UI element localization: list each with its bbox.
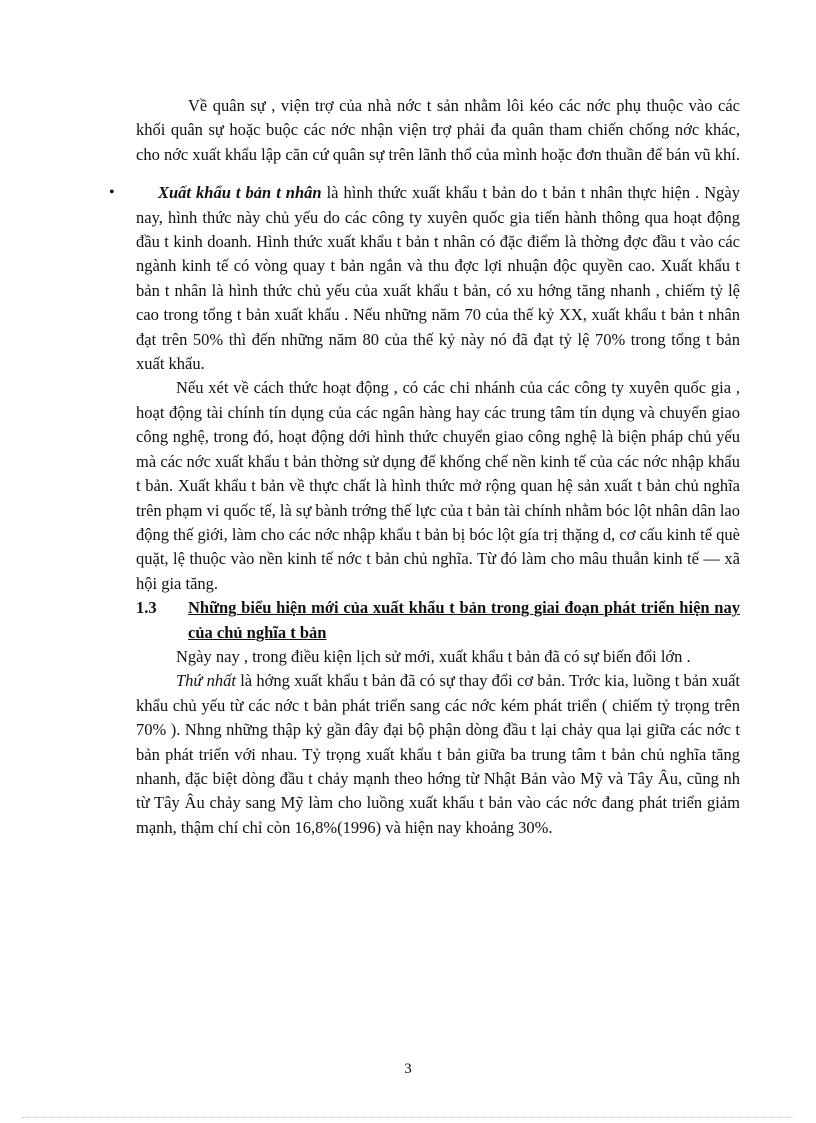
document-body: [109, 94, 741, 840]
section-title: Những biểu hiện mới của xuất khẩu t bản trong giai đoạn phát triển hiện nay của chủ nghĩa t bản: [188, 598, 740, 642]
paragraph-new-conditions: Ngày nay , trong điều kiện lịch sử mới, xuất khẩu t bản đã có sự biến đổi lớn .: [176, 646, 691, 666]
paragraph-text: là hớng xuất khẩu t bản đã có sự thay đổi cơ bản. Trớc kia, luồng t bản xuất khẩu chủ yếu từ các nớc t bản phát triển sang các nớc kém phát triển ( chiếm tỷ trọng trên 70% ). Nhng những thập kỷ gần đây đại bộ phận dòng đầu t lại chảy qua lại giữa các nớc t bản phát triển với nhau. Tỷ trọng xuất khẩu t bản giữa ba trung tâm t bản chủ nghĩa tăng nhanh, đặc biệt dòng đầu t chảy mạnh theo hớng từ Nhật Bản vào Mỹ và Tây Âu, cũng nh từ Tây Âu chảy sang Mỹ làm cho luồng xuất khẩu t bản vào các nớc đang phát triển giảm mạnh, thậm chí chỉ còn 16,8%(1996) và hiện nay khoảng 30%.: [136, 671, 741, 837]
term-private-capital-export: Xuất khẩu t bản t nhân: [158, 183, 322, 203]
page-bottom-divider: [22, 1117, 794, 1118]
paragraph-operation-methods: Nếu xét về cách thức hoạt động , có các chi nhánh của các công ty xuyên quốc gia , hoạt động tài chính tín dụng của các ngân hàng hay các trung tâm tín dụng và chuyển giao công nghệ, trong đó, hoạt động dới hình thức chuyển giao công nghệ là biện pháp chủ yếu mà các nớc xuất khẩu t bản thờng sử dụng để khống chế nền kinh tế của các nớc nhập khẩu t bản. Xuất khẩu t bản về thực chất là hình thức mở rộng quan hệ sản xuất t bản chủ nghĩa trên phạm vi quốc tế, là sự bành trớng thế lực của t bản tài chính nhằm bóc lột nhân dân lao động thế giới, làm cho các nớc nhập khẩu t bản bị bóc lột gía trị thặng d, cơ cấu kinh tế què quặt, lệ thuộc vào nền kinh tế nớc t bản chủ nghĩa. Từ đó làm cho mâu thuẫn kinh tế — xã hội gia tăng.: [136, 378, 740, 593]
bullet-icon: •: [109, 184, 115, 202]
section-number: 1.3: [136, 598, 157, 618]
paragraph-first-change: [136, 669, 740, 840]
page-number: 3: [404, 1061, 412, 1077]
section-heading: [136, 596, 740, 645]
term-first: Thứ nhất: [176, 671, 236, 691]
paragraph-private-capital-export: [109, 181, 740, 376]
paragraph-text: là hình thức xuất khẩu t bản do t bản t nhân thực hiện . Ngày nay, hình thức này chủ yếu do các công ty xuyên quốc gia tiến hành thông qua hoạt động đầu t kinh doanh. Hình thức xuất khẩu t bản t nhân có đặc điểm là thờng đợc đầu t vào các ngành kinh tế có vòng quay t bản ngắn và thu đợc lợi nhuận độc quyền cao. Xuất khẩu t bản t nhân là hình thức chủ yếu của xuất khẩu t bản, có xu hớng tăng nhanh , chiếm tỷ lệ cao trong tổng t bản xuất khẩu . Nếu những năm 70 của thế kỷ XX, xuất khẩu t bản t nhân đạt trên 50% thì đến những năm 80 của thế kỷ này nó đã đạt tỷ lệ 70% trong tổng t bản xuất khẩu.: [136, 183, 740, 374]
paragraph-military-aid: Về quân sự , viện trợ của nhà nớc t sản nhằm lôi kéo các nớc phụ thuộc vào các khối quân sự hoặc buộc các nớc nhận viện trợ phải đa quân tham chiến chống nớc khác, cho nớc xuất khẩu lập căn cứ quân sự trên lãnh thổ của mình hoặc đơn thuần để bán vũ khí.: [136, 96, 740, 164]
